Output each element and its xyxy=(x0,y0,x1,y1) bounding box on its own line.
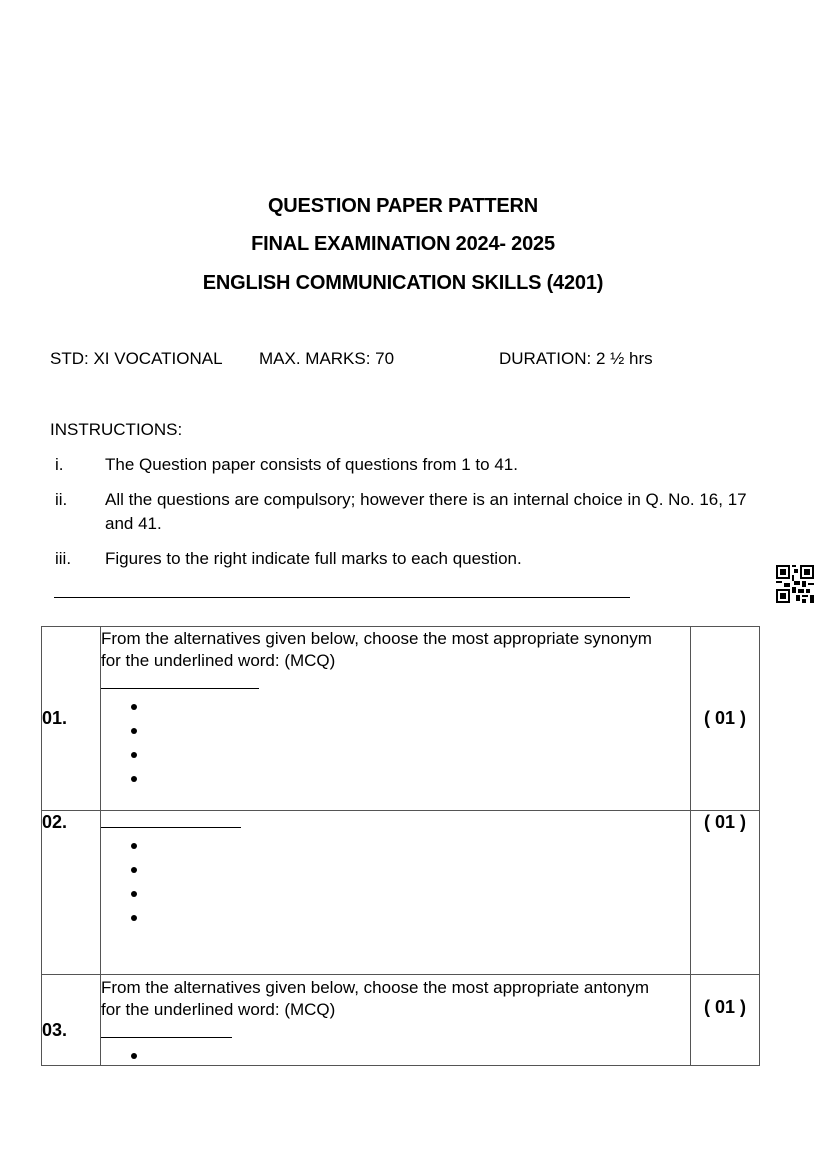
option-bullet xyxy=(131,882,690,906)
option-bullet xyxy=(131,719,690,743)
max-marks-label: MAX. MARKS: 70 xyxy=(259,349,395,368)
paper-title: QUESTION PAPER PATTERN xyxy=(267,195,539,217)
question-marks: ( 01 ) xyxy=(691,627,760,811)
question-text: From the alternatives given below, choose the most appropriate synonym for the underlined word: (MCQ) xyxy=(101,629,652,670)
exam-title: FINAL EXAMINATION 2024- 2025 xyxy=(251,233,555,255)
options-list xyxy=(101,834,690,930)
instruction-number: iii. xyxy=(55,549,72,568)
question-body xyxy=(101,811,691,975)
question-body xyxy=(101,975,691,1066)
options-list xyxy=(101,695,690,791)
table-row xyxy=(42,811,760,975)
question-number: 01. xyxy=(42,627,101,811)
instruction-text: Figures to the right indicate full marks to each question. xyxy=(105,549,522,568)
answer-blank xyxy=(101,1021,690,1044)
question-number: 02. xyxy=(42,811,101,975)
table-row xyxy=(42,975,760,1066)
question-marks: ( 01 ) xyxy=(691,811,760,975)
option-bullet xyxy=(131,743,690,767)
instruction-number: ii. xyxy=(55,490,68,509)
questions-table xyxy=(41,626,760,1066)
table-row xyxy=(42,627,760,811)
options-list xyxy=(101,1044,690,1064)
option-bullet xyxy=(131,695,690,719)
instructions-heading: INSTRUCTIONS: xyxy=(50,420,183,439)
question-text: From the alternatives given below, choose the most appropriate antonym for the underlined word: (MCQ) xyxy=(101,978,650,1019)
qr-code-icon xyxy=(776,565,814,603)
instruction-number: i. xyxy=(55,455,64,474)
horizontal-rule xyxy=(54,597,630,598)
question-marks: ( 01 ) xyxy=(691,975,760,1066)
duration-label: DURATION: 2 ½ hrs xyxy=(499,349,653,368)
answer-blank xyxy=(101,672,690,695)
option-bullet xyxy=(131,834,690,858)
question-body xyxy=(101,627,691,811)
instruction-text: All the questions are compulsory; however there is an internal choice in Q. No. 16, 17 and 41. xyxy=(105,490,747,533)
std-label: STD: XI VOCATIONAL xyxy=(50,349,223,368)
subject-title: ENGLISH COMMUNICATION SKILLS (4201) xyxy=(202,272,604,294)
option-bullet xyxy=(131,767,690,791)
instruction-text: The Question paper consists of questions from 1 to 41. xyxy=(105,455,518,474)
question-number: 03. xyxy=(42,975,101,1066)
option-bullet xyxy=(131,858,690,882)
option-bullet xyxy=(131,906,690,930)
option-bullet xyxy=(131,1044,690,1064)
answer-blank xyxy=(101,811,690,834)
